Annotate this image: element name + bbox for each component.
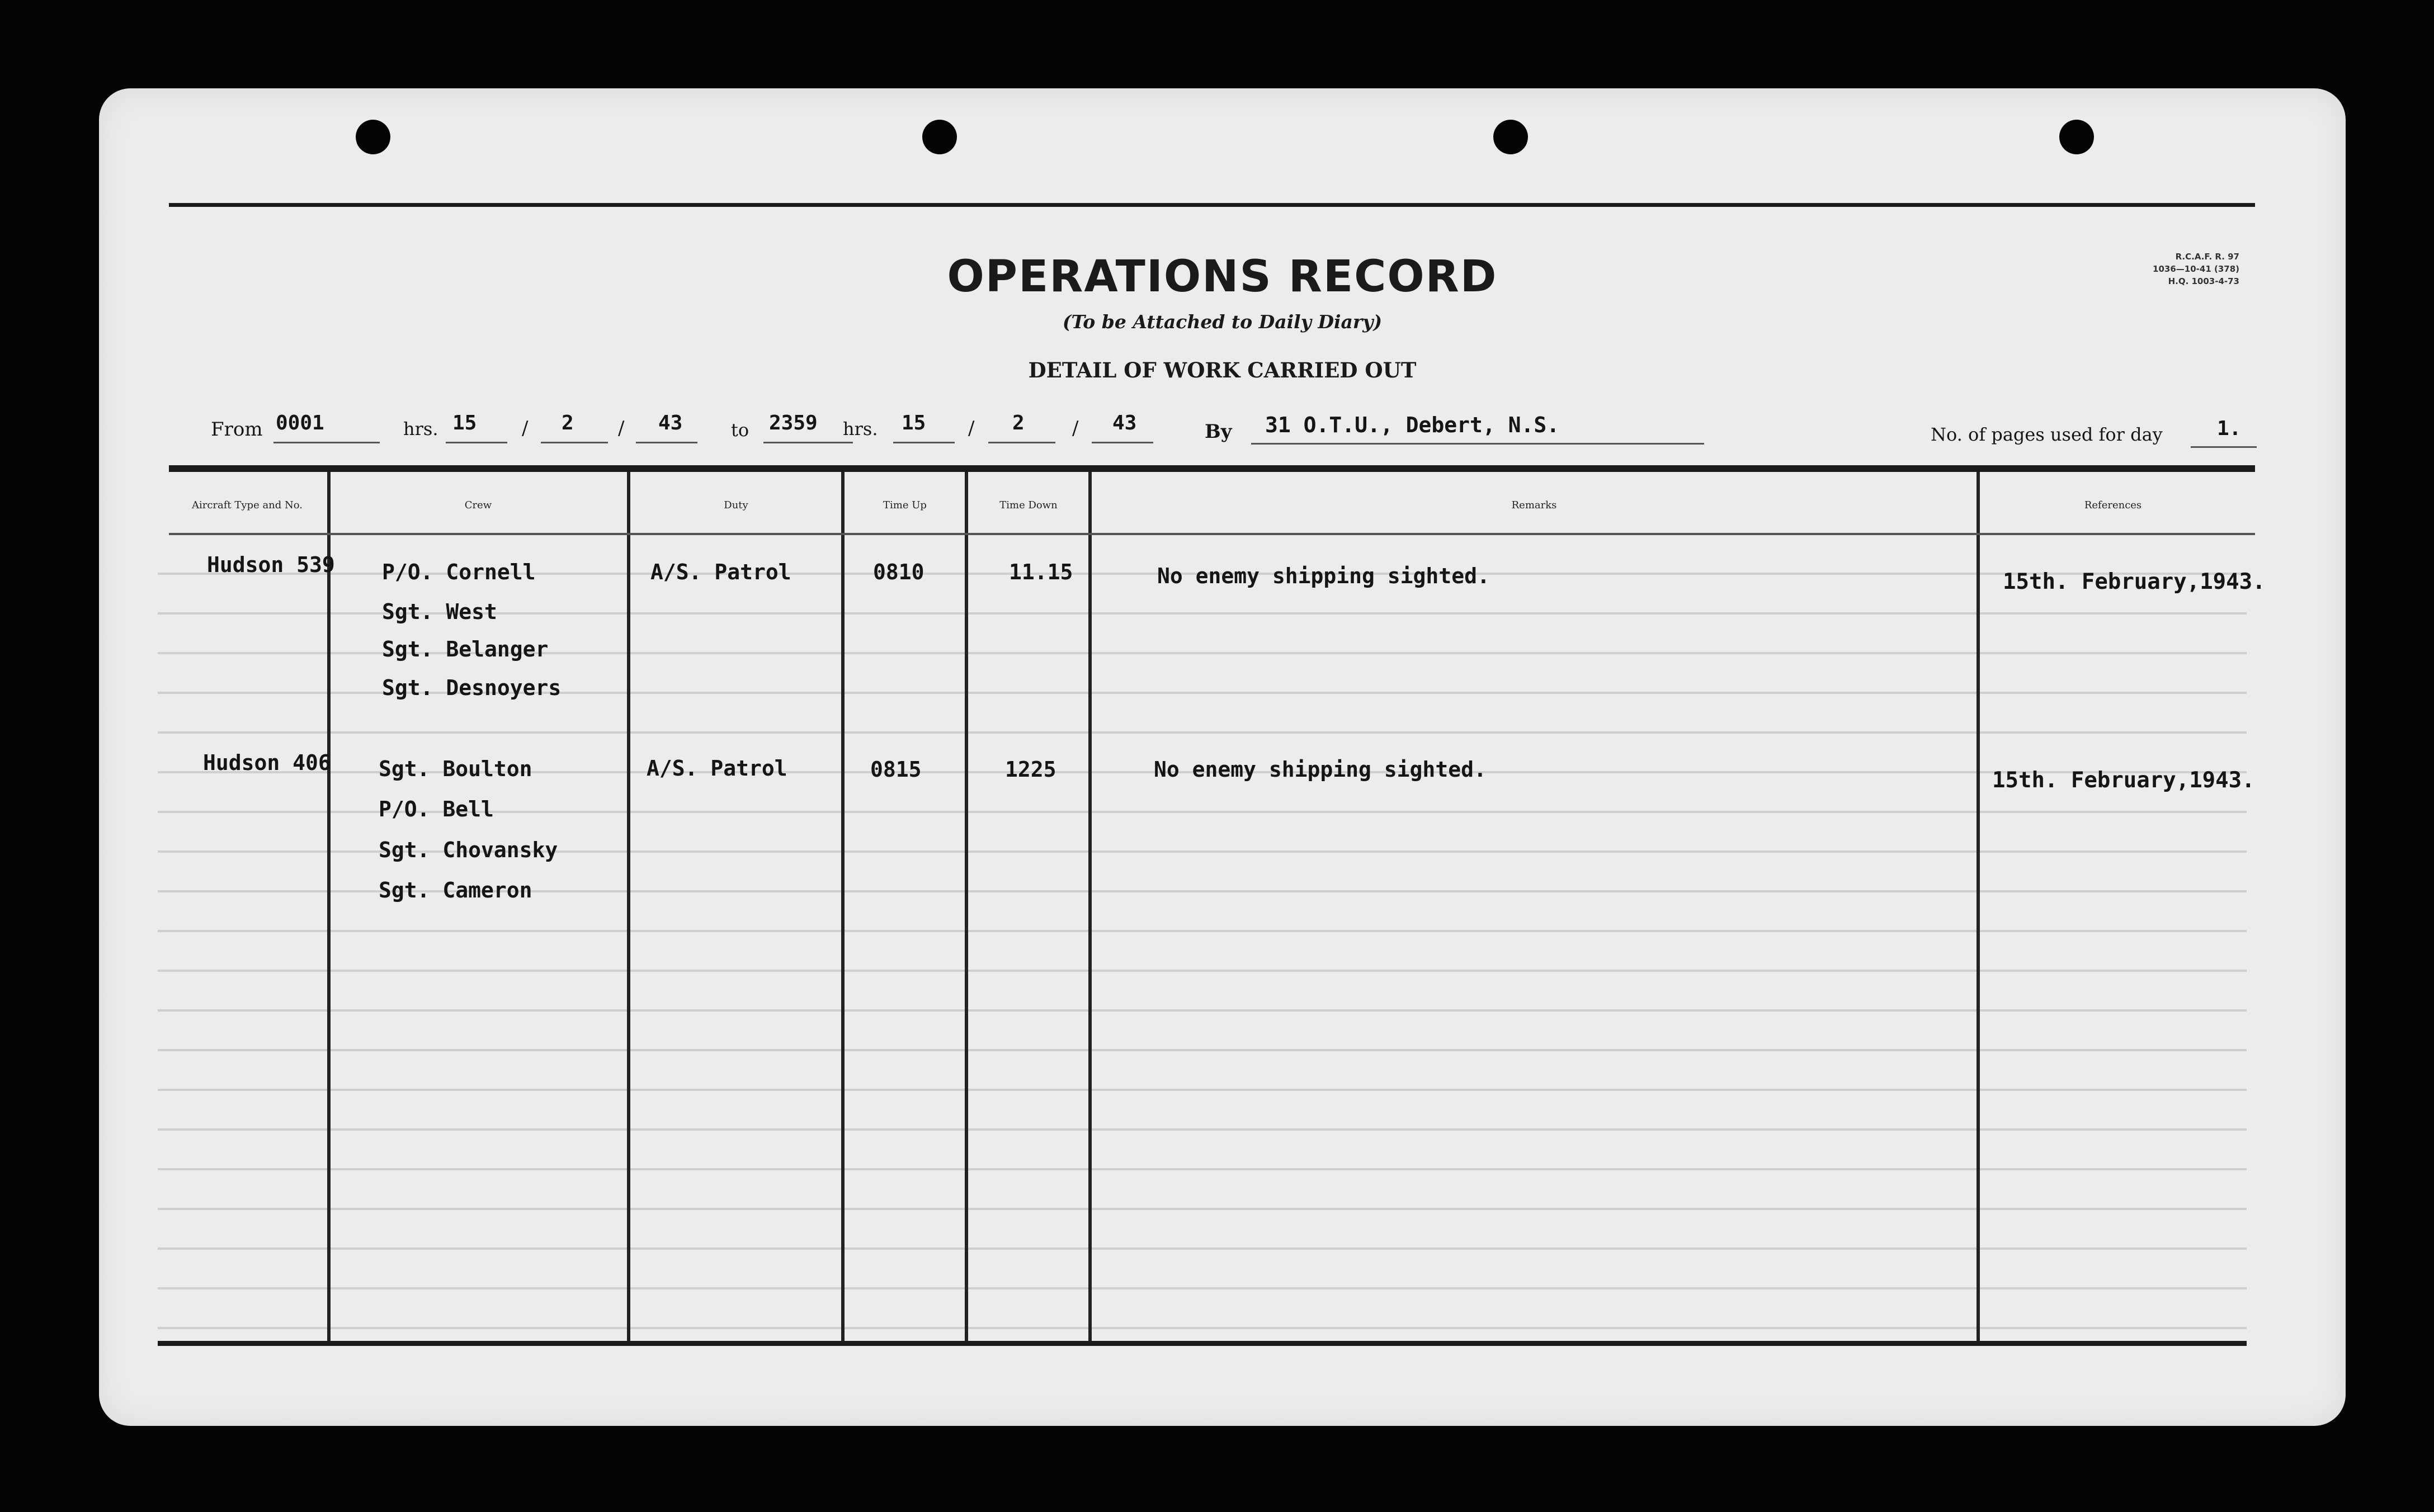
- form-heading: DETAIL OF WORK CARRIED OUT: [1028, 358, 1417, 382]
- crew-member: Sgt. Cameron: [379, 878, 532, 903]
- form-identifier: [2153, 251, 2239, 287]
- crew-member: Sgt. Belanger: [382, 637, 549, 662]
- punch-hole: [1493, 120, 1528, 154]
- from-year: 43: [658, 412, 683, 434]
- form-id-line: 1036—10-41 (378): [2153, 264, 2239, 274]
- ruled-line: [158, 1287, 2247, 1289]
- ruled-line: [158, 1168, 2247, 1170]
- underline: [893, 442, 955, 443]
- pages-label: No. of pages used for day: [1931, 424, 2163, 445]
- from-time: 0001: [276, 412, 324, 434]
- date-separator: /: [968, 417, 975, 440]
- col-header-time-up: Time Up: [883, 499, 927, 511]
- column-divider: [1977, 472, 1980, 1341]
- ruled-line: [158, 1327, 2247, 1329]
- top-rule: [169, 203, 2255, 207]
- underline: [2191, 446, 2257, 448]
- punch-hole: [356, 120, 390, 154]
- column-divider: [965, 472, 968, 1341]
- crew-member: P/O. Bell: [379, 797, 494, 821]
- aircraft-cell: Hudson 406: [203, 750, 331, 775]
- header-underline: [169, 533, 2255, 535]
- from-month: 2: [562, 412, 574, 434]
- ruled-line: [158, 1009, 2247, 1012]
- pages-value: 1.: [2217, 417, 2242, 440]
- time-down-cell: 11.15: [1009, 560, 1073, 584]
- form-id-line: H.Q. 1003-4-73: [2168, 276, 2239, 286]
- duty-cell: A/S. Patrol: [650, 560, 791, 584]
- date-separator: /: [522, 417, 529, 440]
- date-separator: /: [1072, 417, 1079, 440]
- col-header-aircraft: Aircraft Type and No.: [191, 499, 303, 511]
- time-up-cell: 0815: [870, 757, 922, 782]
- underline: [446, 442, 507, 443]
- underline: [541, 442, 608, 443]
- reference-cell: 15th. February,1943.: [2003, 569, 2266, 594]
- date-separator: /: [618, 417, 625, 440]
- punch-hole: [2059, 120, 2094, 154]
- col-header-crew: Crew: [464, 499, 492, 511]
- to-month: 2: [1012, 412, 1025, 434]
- from-label: From: [211, 418, 263, 441]
- col-header-remarks: Remarks: [1511, 499, 1557, 511]
- underline: [1251, 443, 1704, 445]
- underline: [273, 442, 380, 443]
- column-divider: [327, 472, 331, 1341]
- ruled-line: [158, 930, 2247, 932]
- underline: [988, 442, 1055, 443]
- remarks-cell: No enemy shipping sighted.: [1154, 757, 1487, 782]
- col-header-duty: Duty: [724, 499, 748, 511]
- punch-hole: [922, 120, 957, 154]
- crew-member: Sgt. West: [382, 599, 497, 624]
- remarks-cell: No enemy shipping sighted.: [1157, 564, 1490, 588]
- underline: [1092, 442, 1153, 443]
- ruled-line: [158, 1248, 2247, 1250]
- ruled-line: [158, 1208, 2247, 1210]
- column-divider: [627, 472, 630, 1341]
- operations-record-card: [99, 88, 2346, 1426]
- underline: [636, 442, 697, 443]
- form-id-line: R.C.A.F. R. 97: [2175, 252, 2239, 262]
- ruled-line: [158, 970, 2247, 972]
- underline: [763, 442, 853, 443]
- duty-cell: A/S. Patrol: [647, 756, 787, 781]
- ruled-line: [158, 1049, 2247, 1051]
- ruled-line: [158, 1089, 2247, 1091]
- to-label: to: [731, 419, 749, 441]
- table-top-rule: [169, 465, 2255, 472]
- by-label: By: [1205, 420, 1232, 443]
- column-divider: [1088, 472, 1092, 1341]
- to-year: 43: [1112, 412, 1137, 434]
- hrs-label: hrs.: [403, 418, 438, 440]
- to-time: 2359: [769, 412, 818, 434]
- time-down-cell: 1225: [1005, 757, 1056, 782]
- unit-name: 31 O.T.U., Debert, N.S.: [1265, 413, 1560, 437]
- ruled-line: [158, 1128, 2247, 1131]
- to-day: 15: [902, 412, 926, 434]
- reference-cell: 15th. February,1943.: [1992, 768, 2255, 793]
- crew-member: Sgt. Desnoyers: [382, 675, 562, 700]
- col-header-references: References: [2084, 499, 2142, 511]
- crew-member: P/O. Cornell: [382, 560, 536, 584]
- form-title: OPERATIONS RECORD: [947, 252, 1498, 302]
- table-bottom-rule: [158, 1341, 2247, 1346]
- column-divider: [841, 472, 845, 1341]
- time-up-cell: 0810: [873, 560, 924, 584]
- ruled-line: [158, 731, 2247, 734]
- form-subtitle: (To be Attached to Daily Diary): [1062, 311, 1383, 333]
- from-day: 15: [452, 412, 477, 434]
- crew-member: Sgt. Chovansky: [379, 838, 558, 862]
- crew-member: Sgt. Boulton: [379, 757, 532, 781]
- col-header-time-down: Time Down: [999, 499, 1058, 511]
- aircraft-cell: Hudson 539: [207, 552, 335, 577]
- hrs-label: hrs.: [843, 418, 878, 440]
